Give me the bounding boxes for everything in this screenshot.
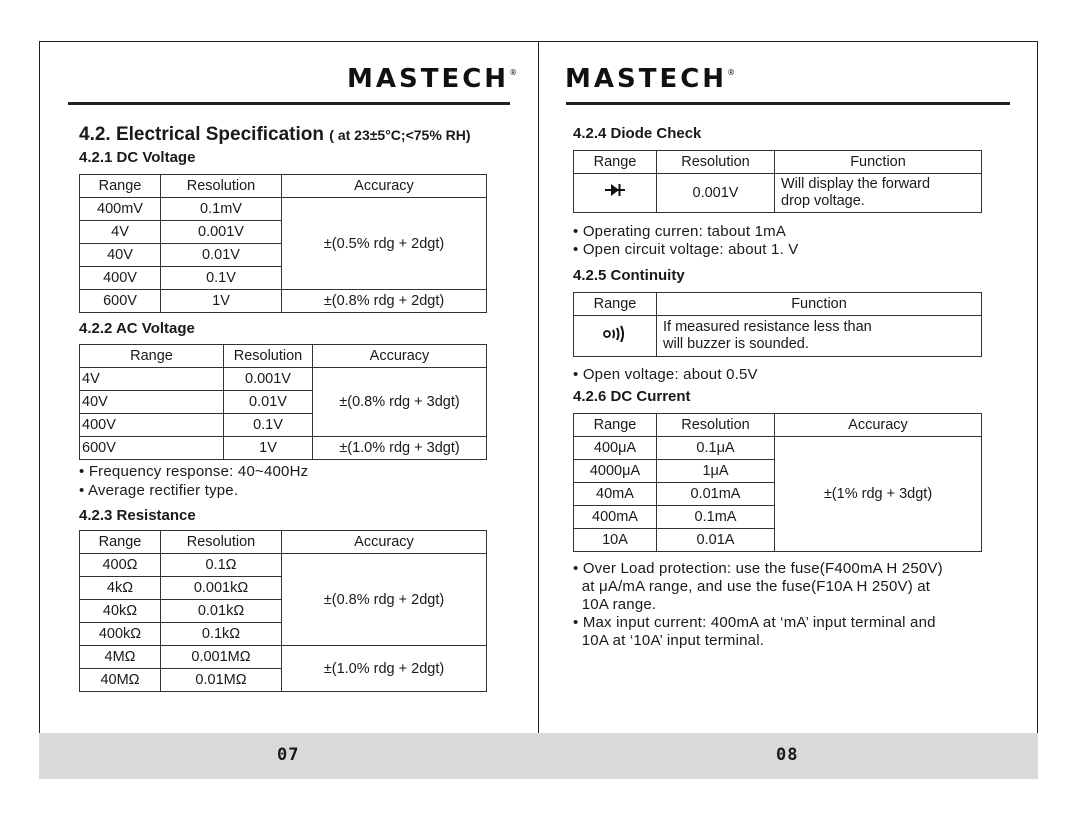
col-resolution: Resolution [161,531,282,554]
accuracy-cell: ±(1% rdg + 3dgt) [775,437,982,552]
accuracy-cell: ±(0.8% rdg + 3dgt) [313,368,487,437]
function-cell: Will display the forward drop voltage. [775,174,982,213]
col-function: Function [775,151,982,174]
page-number-left: 07 [277,745,300,765]
page-spine [538,41,539,733]
table-row: 10A 0.01A [574,529,982,552]
col-resolution: Resolution [657,414,775,437]
table-header-row [80,345,487,368]
dc-current-note: at μA/mA range, and use the fuse(F10A H 250V) at [573,578,931,595]
table-row: 40V 0.01V [80,391,487,414]
measurement-condition: ( at 23±5°C;<75% RH) [329,127,471,143]
table-row: 400V 0.1V [80,267,487,290]
col-accuracy: Accuracy [775,414,982,437]
diode-heading: 4.2.4 Diode Check [573,125,702,142]
diode-note: • Operating curren: tabout 1mA [573,223,787,240]
accuracy-cell: ±(1.0% rdg + 3dgt) [313,437,487,460]
table-row: 400V 0.1V [80,414,487,437]
section-title: 4.2. Electrical Specification ( at 23±5°C;<75% RH) [79,124,471,145]
diode-table [573,150,982,213]
continuity-table [573,292,982,357]
table-header-row [80,531,487,554]
col-range: Range [574,151,657,174]
table-header-row [80,175,487,198]
page-number-right: 08 [776,745,799,765]
table-row: 4kΩ 0.001kΩ [80,577,487,600]
header-rule-right [566,102,1010,105]
table-row: 400Ω 0.1Ω ±(0.8% rdg + 2dgt) [80,554,487,577]
table-row: 4MΩ 0.001MΩ ±(1.0% rdg + 2dgt) [80,646,487,669]
col-resolution: Resolution [224,345,313,368]
dc-current-note: 10A at ‘10A’ input terminal. [573,632,765,649]
brand-logo-left: MASTECH® [347,64,518,94]
dc-current-table [573,413,982,552]
table-header-row [574,151,982,174]
table-row: 4V 0.001V [80,221,487,244]
dc-voltage-table [79,174,487,313]
table-row [574,316,982,357]
table-row: 40kΩ 0.01kΩ [80,600,487,623]
ac-voltage-heading: 4.2.2 AC Voltage [79,320,195,337]
ac-voltage-table [79,344,487,460]
resistance-heading: 4.2.3 Resistance [79,507,196,524]
accuracy-cell: ±(0.8% rdg + 2dgt) [282,290,487,313]
dc-current-note: • Over Load protection: use the fuse(F400mA H 250V) [573,560,943,577]
col-accuracy: Accuracy [282,175,487,198]
table-row: 4V 0.001V ±(0.8% rdg + 3dgt) [80,368,487,391]
table-header-row [574,293,982,316]
ac-note: • Frequency response: 40~400Hz [79,463,309,480]
diode-note: • Open circuit voltage: about 1. V [573,241,799,258]
accuracy-cell: ±(1.0% rdg + 2dgt) [282,646,487,692]
table-row: 400mA 0.1mA [574,506,982,529]
diode-icon [604,183,626,197]
dc-current-note: • Max input current: 400mA at ‘mA’ input terminal and [573,614,936,631]
col-range: Range [574,293,657,316]
col-range: Range [80,345,224,368]
table-row: 0.001V Will display the forward drop voltage. [574,174,982,213]
table-row: 4000μA 1μA [574,460,982,483]
header-rule-left [68,102,510,105]
dc-current-heading: 4.2.6 DC Current [573,388,691,405]
col-function: Function [657,293,982,316]
brand-logo-right: MASTECH® [565,64,736,94]
table-row: 400mV 0.1mV ±(0.5% rdg + 2dgt) [80,198,487,221]
table-row: 600V 1V ±(1.0% rdg + 3dgt) [80,437,487,460]
col-resolution: Resolution [657,151,775,174]
col-range: Range [574,414,657,437]
table-row: 40MΩ 0.01MΩ [80,669,487,692]
buzzer-icon [602,324,628,342]
col-range: Range [80,531,161,554]
table-header-row [574,414,982,437]
continuity-heading: 4.2.5 Continuity [573,267,685,284]
table-row: 400kΩ 0.1kΩ [80,623,487,646]
col-range: Range [80,175,161,198]
table-row: 400μA 0.1μA ±(1% rdg + 3dgt) [574,437,982,460]
dc-voltage-heading: 4.2.1 DC Voltage [79,149,196,166]
accuracy-cell: ±(0.5% rdg + 2dgt) [282,198,487,290]
ac-note: • Average rectifier type. [79,482,239,499]
accuracy-cell: ±(0.8% rdg + 2dgt) [282,554,487,646]
table-row: 40mA 0.01mA [574,483,982,506]
col-resolution: Resolution [161,175,282,198]
function-cell: If measured resistance less than will buzzer is sounded. [657,316,982,357]
continuity-note: • Open voltage: about 0.5V [573,366,758,383]
col-accuracy: Accuracy [282,531,487,554]
dc-current-note: 10A range. [573,596,657,613]
table-row: 600V 1V ±(0.8% rdg + 2dgt) [80,290,487,313]
resistance-table [79,530,487,692]
col-accuracy: Accuracy [313,345,487,368]
page-footer [39,733,1038,779]
table-row: 40V 0.01V [80,244,487,267]
